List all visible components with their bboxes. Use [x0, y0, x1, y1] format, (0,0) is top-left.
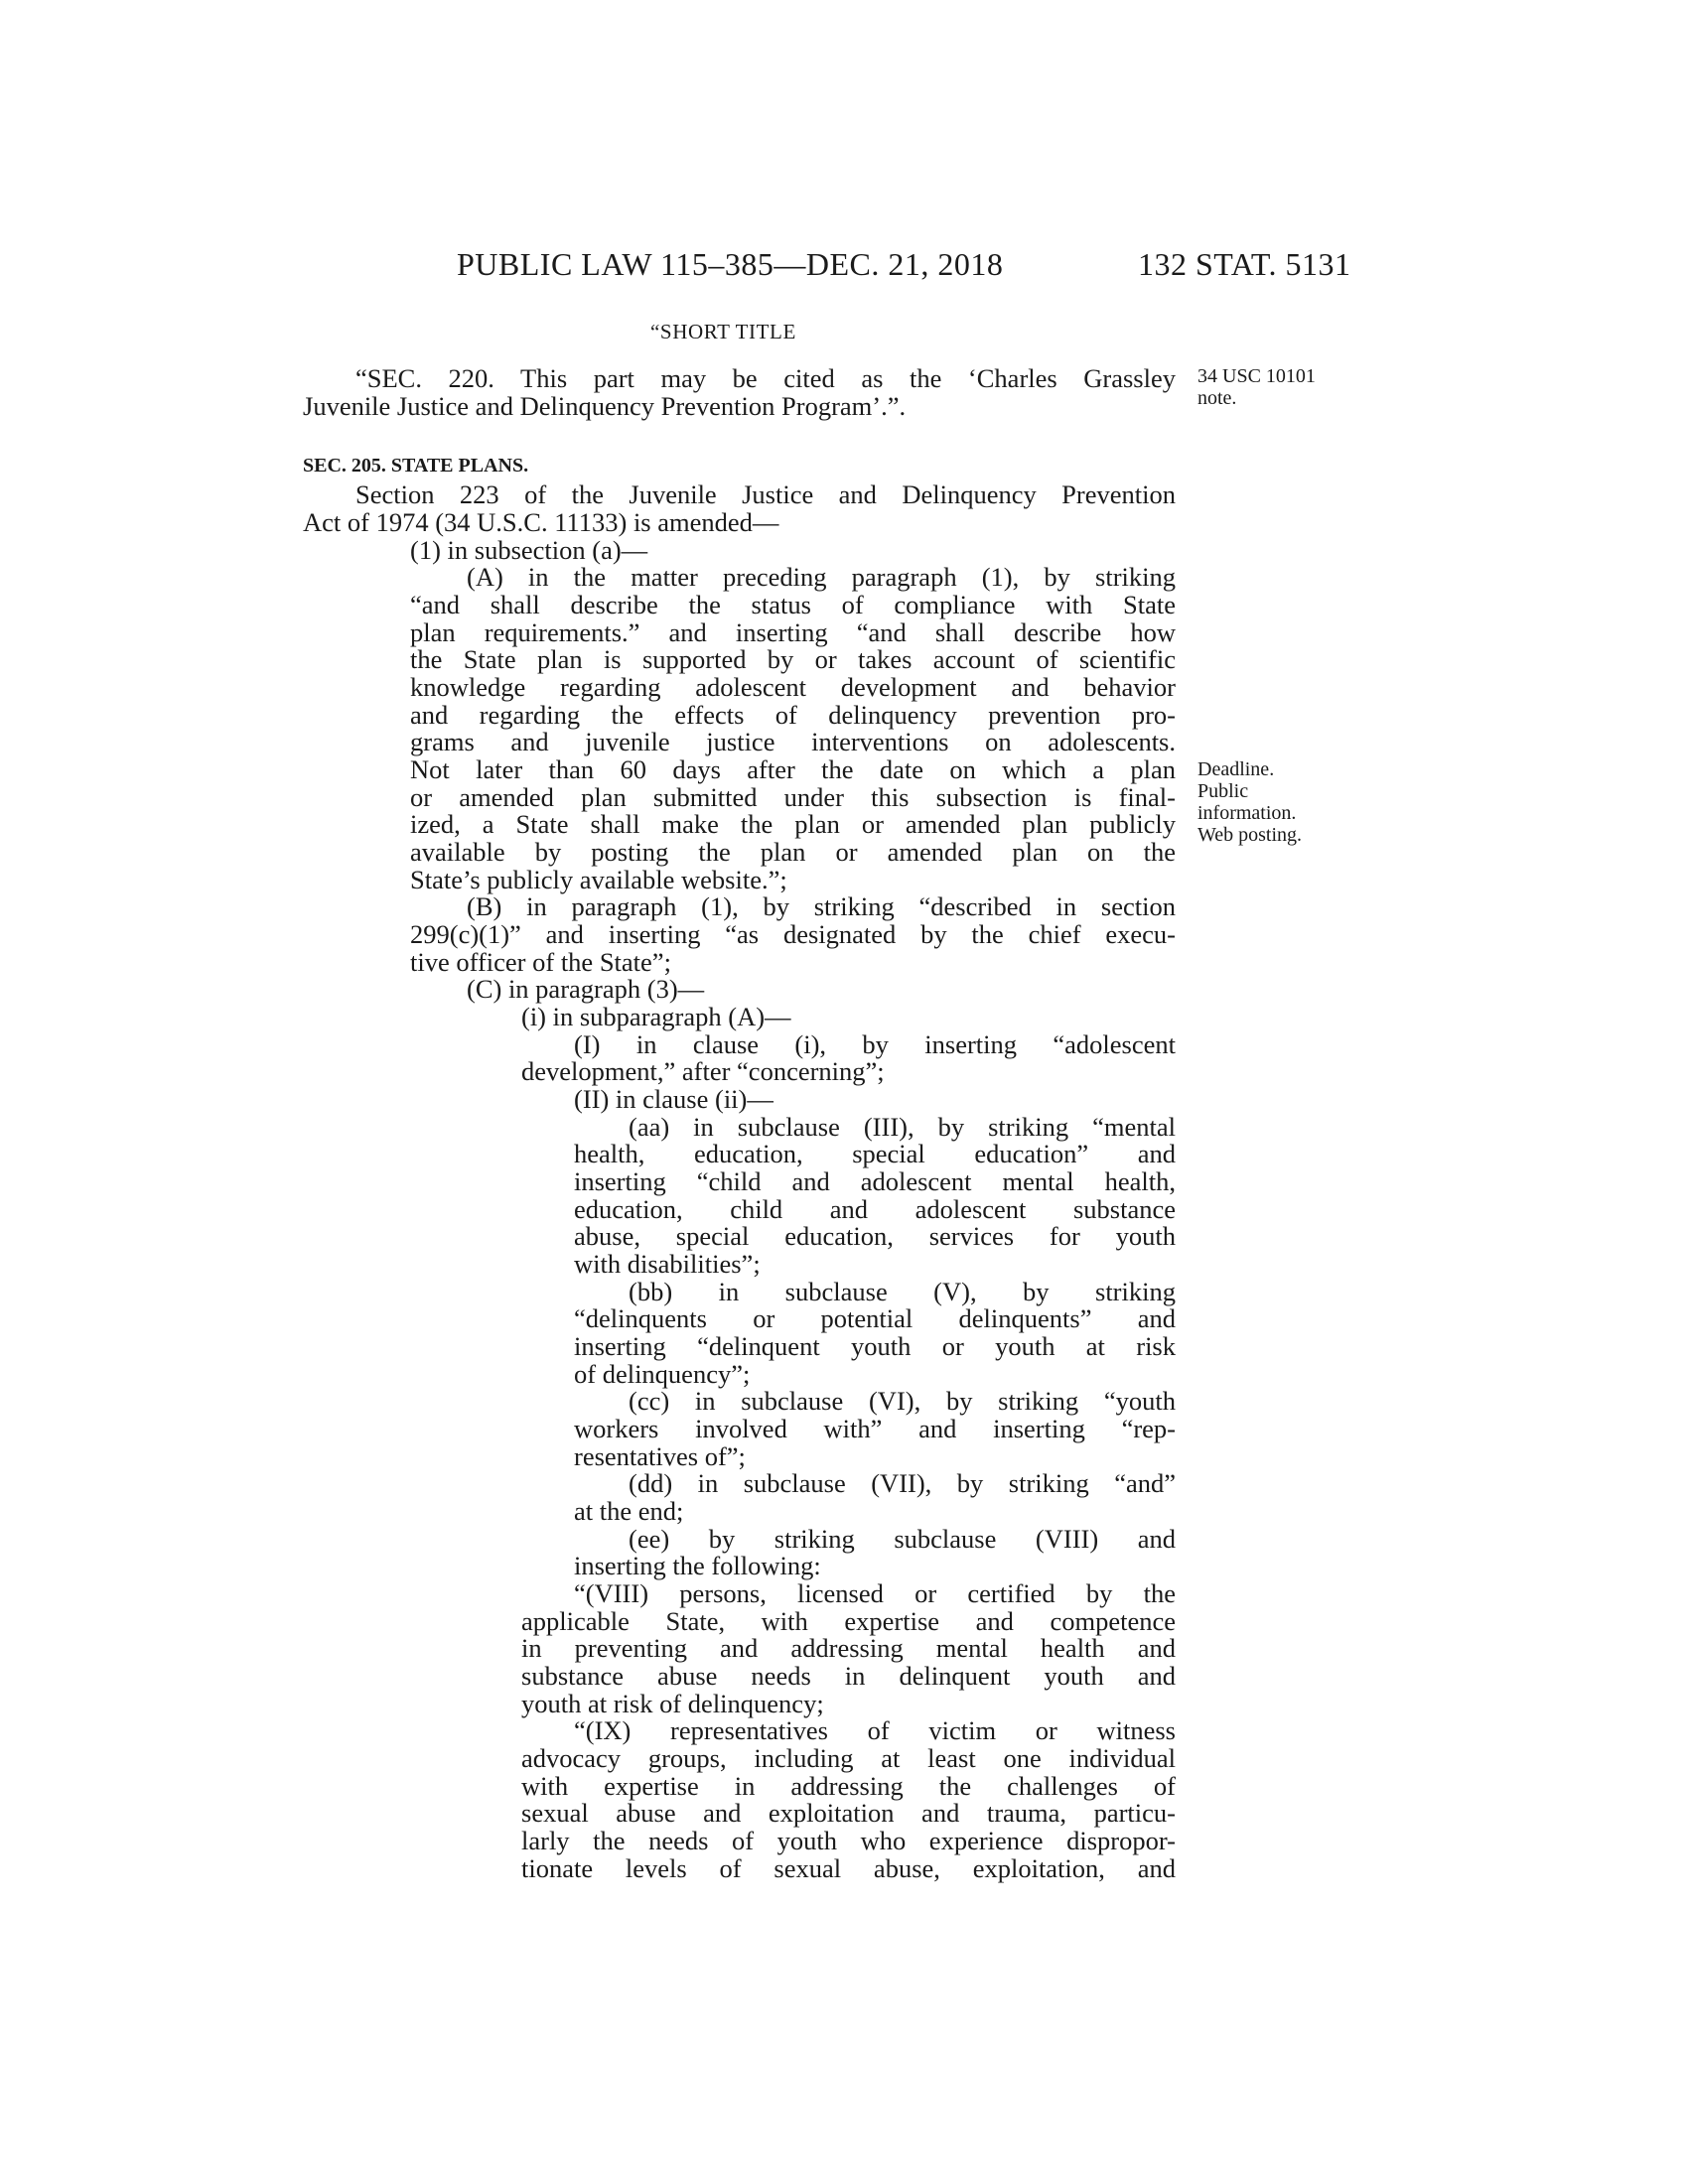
text-line: education, child and adolescent substance: [574, 1194, 1176, 1224]
margin-note-line: Public: [1197, 780, 1249, 802]
text-line: “(VIII) persons, licensed or certified by the: [574, 1578, 1176, 1608]
text-line: ized, a State shall make the plan or amended plan publicly: [410, 809, 1176, 839]
margin-note-line: 34 USC 10101: [1197, 365, 1316, 387]
text-line: (cc) in subclause (VI), by striking “youth: [629, 1386, 1176, 1416]
text-line: at the end;: [574, 1496, 684, 1526]
text-line: “delinquents or potential delinquents” and: [574, 1303, 1176, 1333]
text-line: sexual abuse and exploitation and trauma, particu-: [521, 1798, 1176, 1828]
margin-note-usc: [1197, 365, 1316, 409]
section-heading: SEC. 205. STATE PLANS.: [303, 455, 529, 477]
text-line: development,” after “concerning”;: [521, 1056, 885, 1086]
text-line: Juvenile Justice and Delinquency Prevention Program’.”.: [303, 391, 907, 421]
text-line: or amended plan submitted under this subsection is final-: [410, 782, 1176, 812]
text-line: (C) in paragraph (3)—: [467, 974, 705, 1004]
text-line: advocacy groups, including at least one individual: [521, 1743, 1176, 1773]
text-line: Act of 1974 (34 U.S.C. 11133) is amended—: [303, 507, 779, 537]
text-line: State’s publicly available website.”;: [410, 865, 787, 894]
text-line: abuse, special education, services for youth: [574, 1221, 1176, 1251]
text-line: (aa) in subclause (III), by striking “mental: [629, 1112, 1176, 1142]
text-line: of delinquency”;: [574, 1359, 751, 1389]
text-line: (II) in clause (ii)—: [574, 1084, 774, 1114]
text-line: inserting “child and adolescent mental health,: [574, 1166, 1176, 1196]
text-line: inserting “delinquent youth or youth at risk: [574, 1331, 1176, 1361]
text-line: (1) in subsection (a)—: [410, 535, 648, 565]
text-line: Not later than 60 days after the date on which a plan: [410, 754, 1176, 784]
margin-note-line: Web posting.: [1197, 824, 1303, 846]
text-line: (A) in the matter preceding paragraph (1), by striking: [467, 562, 1176, 592]
text-line: applicable State, with expertise and competence: [521, 1606, 1176, 1636]
text-line: 299(c)(1)” and inserting “as designated by the chief execu-: [410, 919, 1176, 949]
text-line: tive officer of the State”;: [410, 947, 671, 977]
short-title-caption: “SHORT TITLE: [650, 320, 796, 343]
text-line: health, education, special education” and: [574, 1139, 1176, 1168]
text-line: available by posting the plan or amended plan on the: [410, 837, 1176, 867]
text-line: substance abuse needs in delinquent youth and: [521, 1661, 1176, 1691]
text-line: “(IX) representatives of victim or witness: [574, 1715, 1176, 1745]
margin-note-line: Deadline.: [1197, 758, 1275, 780]
text-line: tionate levels of sexual abuse, exploitation, and: [521, 1853, 1176, 1883]
text-line: plan requirements.” and inserting “and shall describe how: [410, 617, 1176, 647]
running-header-title: PUBLIC LAW 115–385—DEC. 21, 2018: [457, 246, 1004, 282]
text-line: (I) in clause (i), by inserting “adolescent: [574, 1029, 1176, 1059]
text-line: inserting the following:: [574, 1551, 821, 1580]
text-line: workers involved with” and inserting “rep-: [574, 1414, 1176, 1443]
text-line: youth at risk of delinquency;: [521, 1689, 824, 1718]
text-line: (B) in paragraph (1), by striking “described in section: [467, 891, 1176, 921]
text-line: and regarding the effects of delinquency prevention pro-: [410, 700, 1176, 730]
text-line: in preventing and addressing mental health and: [521, 1633, 1176, 1663]
text-line: (ee) by striking subclause (VIII) and: [629, 1524, 1176, 1554]
text-line: with disabilities”;: [574, 1249, 761, 1279]
text-line: larly the needs of youth who experience dispropor-: [521, 1826, 1176, 1855]
text-line: resentatives of”;: [574, 1441, 746, 1471]
text-line: “SEC. 220. This part may be cited as the ‘Charles Grassley: [355, 363, 1176, 393]
margin-note-line: note.: [1197, 387, 1237, 409]
text-line: grams and juvenile justice interventions on adolescents.: [410, 727, 1176, 756]
text-line: (dd) in subclause (VII), by striking “and”: [629, 1468, 1176, 1498]
text-line: the State plan is supported by or takes account of scientific: [410, 644, 1176, 674]
text-line: knowledge regarding adolescent development and behavior: [410, 672, 1176, 702]
text-line: “and shall describe the status of compliance with State: [410, 590, 1176, 619]
margin-note-deadline: [1197, 758, 1302, 846]
margin-note-line: information.: [1197, 802, 1297, 824]
text-line: (bb) in subclause (V), by striking: [629, 1277, 1176, 1306]
text-line: (i) in subparagraph (A)—: [521, 1002, 791, 1031]
text-line: with expertise in addressing the challenges of: [521, 1771, 1176, 1801]
page-citation: 132 STAT. 5131: [1138, 246, 1351, 282]
text-line: Section 223 of the Juvenile Justice and Delinquency Prevention: [355, 479, 1176, 509]
